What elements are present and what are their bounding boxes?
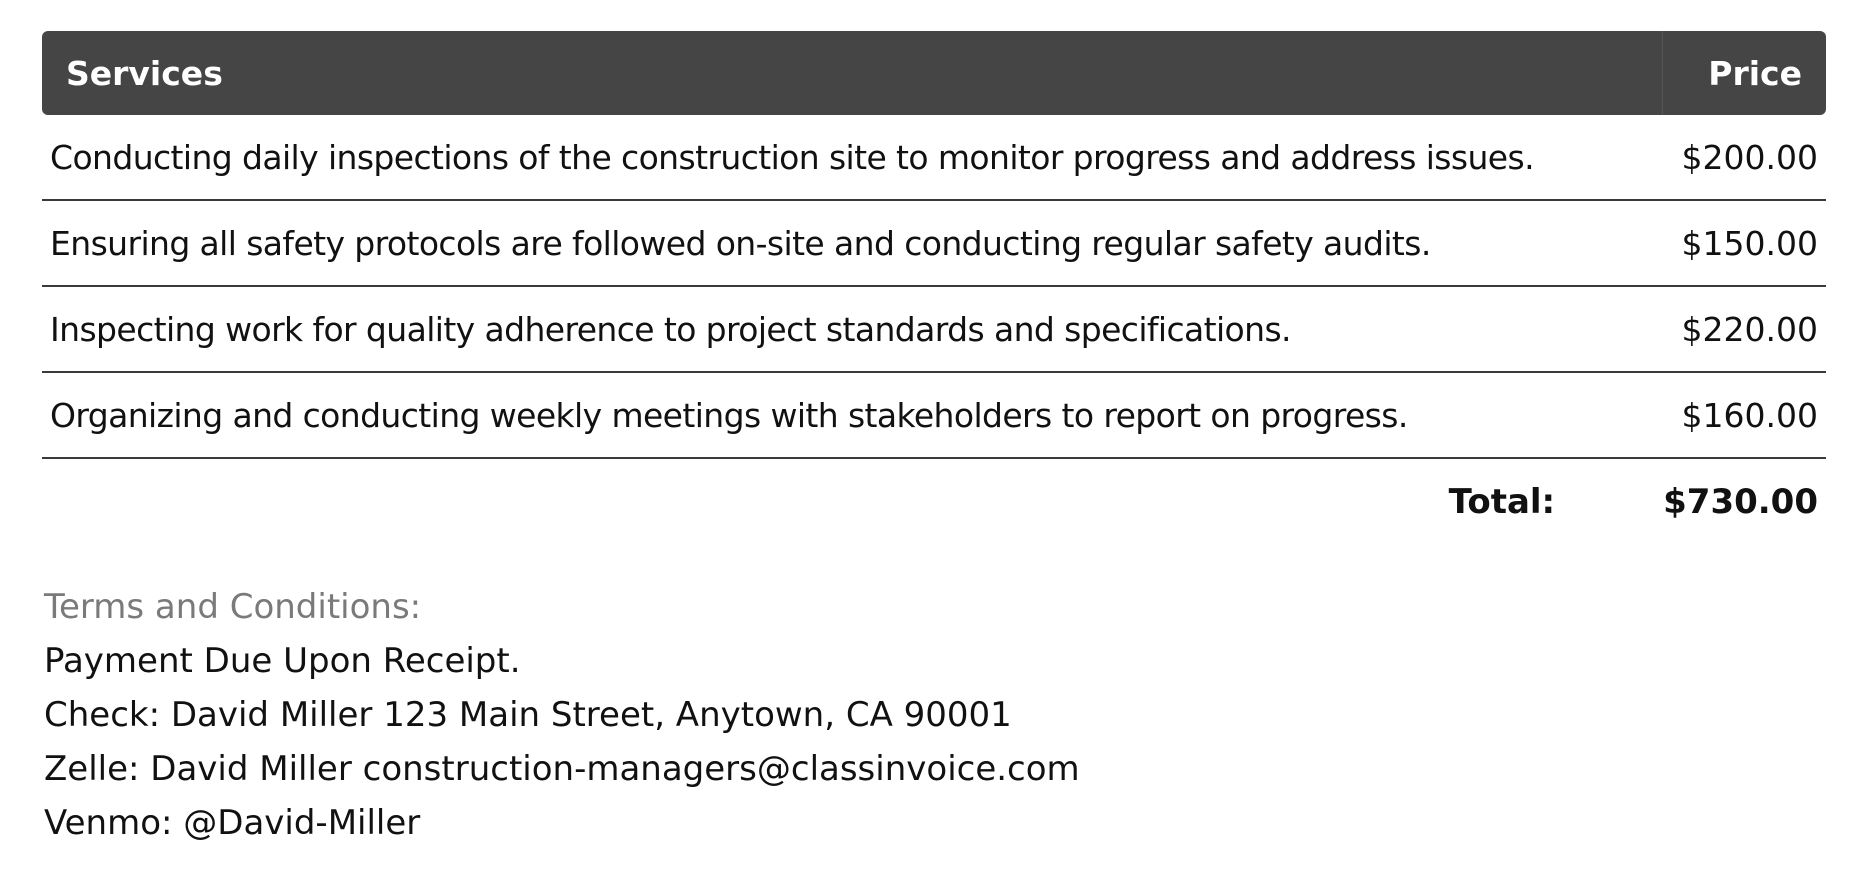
service-description: Conducting daily inspections of the construction site to monitor progress and address issues. [50,137,1534,177]
payment-terms-line: Payment Due Upon Receipt. [44,641,521,681]
service-price: $200.00 [1681,137,1818,177]
terms-and-conditions [44,580,1080,850]
table-row [42,373,1826,459]
service-description: Inspecting work for quality adherence to project standards and specifications. [50,309,1291,349]
terms-heading: Terms and Conditions: [44,587,422,627]
services-table [42,31,1826,545]
service-price: $220.00 [1681,309,1818,349]
venmo-payment-line: Venmo: @David-Miller [44,803,421,843]
service-price: $150.00 [1681,223,1818,263]
table-row [42,287,1826,373]
column-header-price: Price [1708,53,1802,93]
table-header [42,31,1826,115]
service-price: $160.00 [1681,395,1818,435]
column-header-services: Services [42,31,1663,115]
zelle-payment-line: Zelle: David Miller construction-managers@classinvoice.com [44,749,1080,789]
total-label: Total: [1448,482,1556,522]
service-description: Ensuring all safety protocols are followed on-site and conducting regular safety audits. [50,223,1431,263]
service-description: Organizing and conducting weekly meetings with stakeholders to report on progress. [50,395,1408,435]
table-row [42,201,1826,287]
total-value: $730.00 [1663,482,1818,522]
table-row [42,115,1826,201]
total-row [42,459,1826,545]
check-payment-line: Check: David Miller 123 Main Street, Anytown, CA 90001 [44,695,1012,735]
